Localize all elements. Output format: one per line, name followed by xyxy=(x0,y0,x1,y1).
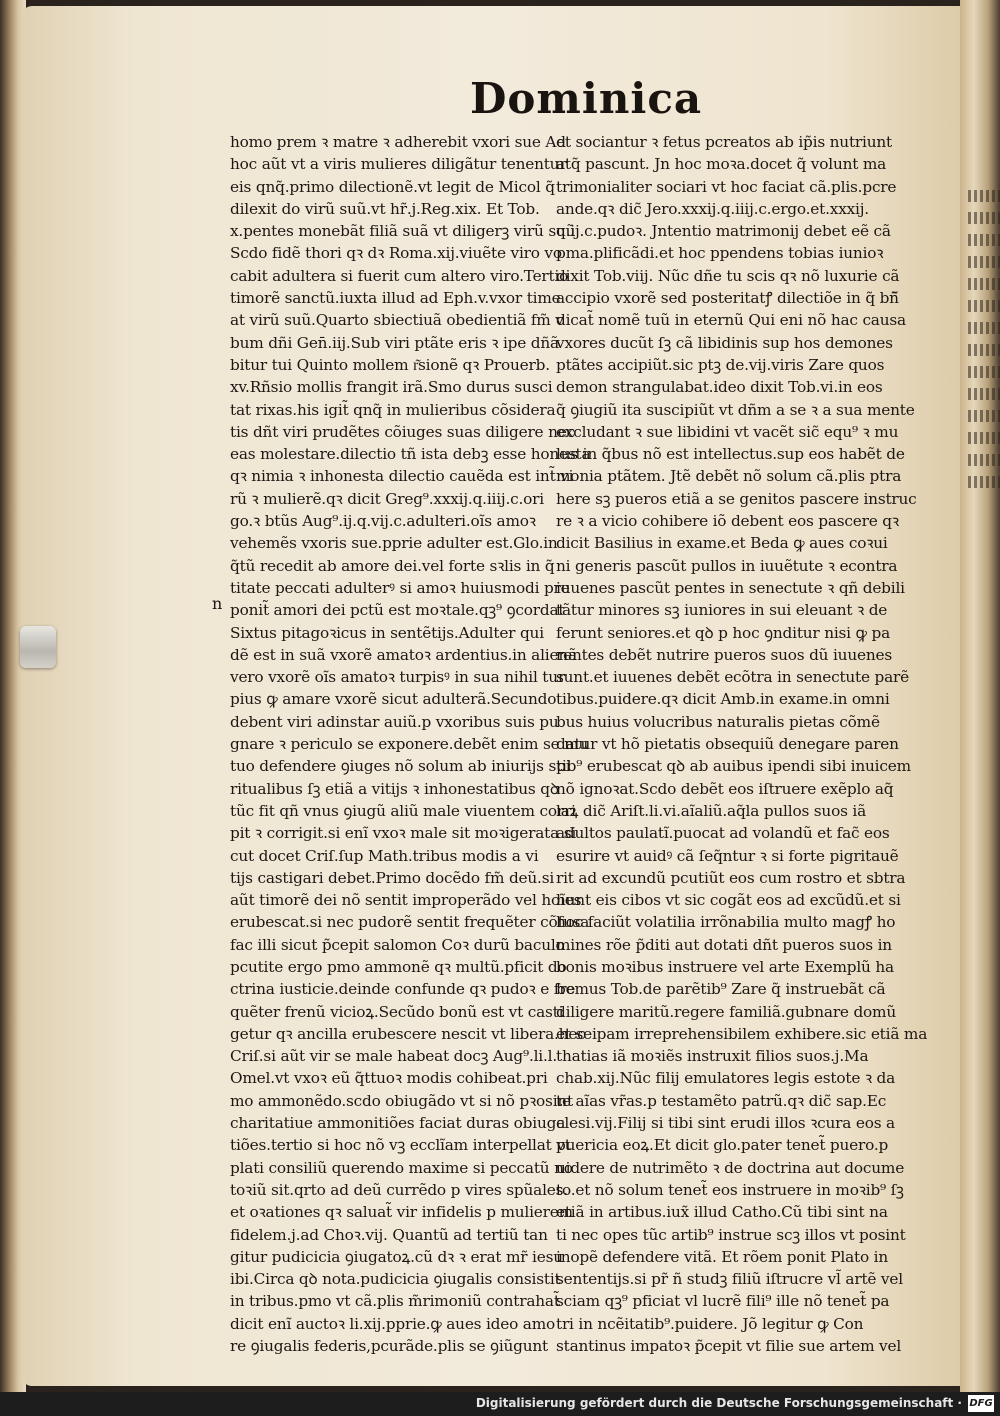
footer-bar xyxy=(0,1392,1000,1416)
text-line: tiões.tertio si hoc nõ vꝫ ecclĩam interpellat vt xyxy=(230,1136,571,1155)
text-line: datur vt hõ pietatis obsequiũ denegare paren xyxy=(556,735,899,754)
text-line: Criſ.si aũt vir se male habeat docꝫ Aug⁹.li.l. xyxy=(230,1047,558,1066)
text-line: vehemẽs vxoris sue.pprie adulter est.Glo.in xyxy=(230,534,558,553)
text-line: getur qꝛ ancilla erubescere nescit vt libera.hec xyxy=(230,1024,586,1043)
text-line: pit ꝛ corrigit.si enĩ vxoꝛ male sit moꝛigerata si xyxy=(230,824,577,843)
text-line: Sixtus pitagoꝛicus in sentẽtijs.Adulter qui xyxy=(230,623,544,642)
text-line: cut docet Criſ.ſup Math.tribus modis a vi xyxy=(230,846,539,865)
text-line: at virũ suũ.Quarto sbiectiuã obedientiã fm̃ v xyxy=(230,311,564,330)
text-line: quẽter frenũ vicioꝝ.Secũdo bonũ est vt casti xyxy=(230,1002,564,1021)
text-line: ande.qꝛ dic̃ Jero.xxxij.q.iiij.c.ergo.et.xxxij. xyxy=(556,199,869,218)
show-through-mark xyxy=(968,212,1000,224)
text-line: bitur tui Quinto mollem r͂sionẽ qꝛ Prouerb. xyxy=(230,355,550,374)
text-line: tibus.puidere.qꝛ dicit Amb.in exame.in omni xyxy=(556,690,890,709)
text-line: pius ꝙ amare vxorẽ sicut adulterã.Secundo xyxy=(230,690,557,709)
text-line: eis qnq̃.primo dilectionẽ.vt legit de Micol q̃ xyxy=(230,177,555,196)
text-line: fidelem.j.ad Choꝛ.vij. Quantũ ad tertiũ tan xyxy=(230,1225,548,1244)
text-line: dicit Basilius in exame.et Beda ꝙ aues coꝛui xyxy=(556,534,888,553)
show-through-mark xyxy=(968,190,1000,202)
text-line: dixit Tob.viij. Nũc dñe tu scis qꝛ nõ luxurie cã xyxy=(556,266,900,285)
text-line: hunt eis cibos vt sic cogãt eos ad excũdũ.et si xyxy=(556,891,901,910)
text-line: erubescat.si nec pudorẽ sentit frequẽter cõfusa xyxy=(230,913,590,932)
text-line: stantinus impatoꝛ p̃cepit vt filie sue artem vel xyxy=(556,1337,902,1356)
text-line: pcutite ergo pmo ammonẽ qꝛ multũ.pficit do xyxy=(230,957,567,976)
text-line: here sꝫ pueros etiã a se genitos pascere instruc xyxy=(556,489,917,508)
page-header-title: Dominica xyxy=(470,74,703,123)
text-line: re ꝯiugalis federis,pcurãde.plis se ꝯiũgunt xyxy=(230,1337,549,1356)
text-line: cabit adultera si fuerit cum altero viro.Tertio xyxy=(230,266,569,285)
text-line: aũt timorẽ dei nõ sentit improperãdo vel hoĩes xyxy=(230,891,582,910)
text-line: et seipam irreprehensibilem exhibere.sic etiã ma xyxy=(556,1024,928,1043)
text-line: q.ij.c.pudoꝛ. Jntentio matrimonij debet eẽ cã xyxy=(556,222,891,241)
text-line: tuo defendere ꝯiuges nõ solum ab iniurijs spi xyxy=(230,757,571,776)
show-through-mark xyxy=(968,454,1000,466)
text-line: adultos paulatĩ.puocat ad volandũ et fac̃ eos xyxy=(556,824,890,843)
show-through-mark xyxy=(968,432,1000,444)
text-line: vxores ducũt ſꝫ cã libidinis sup hos demones xyxy=(556,333,893,352)
text-line: dẽ est in suã vxorẽ amatoꝛ ardentius.in alienã xyxy=(230,645,577,664)
text-line: uidere de nutrimẽto ꝛ de doctrina aut docume xyxy=(556,1158,905,1177)
text-line: ferunt seniores.et qꝺ p hoc ꝯnditur nisi ꝙ pa xyxy=(556,623,890,642)
text-line: nõ ignoꝛat.Scdo debẽt eos iſtruere exẽplo aq̃ xyxy=(556,779,894,798)
text-line: ti nec opes tũc artib⁹ instrue scꝫ illos vt posint xyxy=(556,1225,906,1244)
text-line: toꝛiũ sit.qrto ad deũ currẽdo p vires spũales. xyxy=(230,1180,568,1199)
text-line: ibi.Circa qꝺ nota.pudicicia ꝯiugalis consistit xyxy=(230,1270,561,1289)
text-line: charitatiue ammonitiões faciat duras obiuga xyxy=(230,1114,566,1133)
text-line: hoc aũt vt a viris mulieres diligãtur tenentur xyxy=(230,155,567,174)
text-line: laꝝ dic̃ Ariſt.li.vi.aĩaliũ.aq̃la pullos suos iã xyxy=(556,801,867,820)
show-through-mark xyxy=(968,322,1000,334)
marginal-note: n xyxy=(212,594,223,613)
text-line: et sociantur ꝛ fetus pcreatos ab ip̃is nutriunt xyxy=(556,133,892,151)
text-line: inopẽ defendere vitã. Et rõem ponit Plato in xyxy=(556,1247,889,1266)
text-line: titate peccati adulterꝰ si amoꝛ huiusmodi pre xyxy=(230,578,570,597)
text-line: esurire vt auidꝰ cã ſeq̃ntur ꝛ si forte pigritauẽ xyxy=(556,846,899,865)
text-line: fac illi sicut p̃cepit salomon Coꝛ durũ baculo xyxy=(230,935,565,954)
show-through-mark xyxy=(968,278,1000,290)
text-line: debent viri adinstar auiũ.p vxoribus suis pu xyxy=(230,712,559,731)
show-through-mark xyxy=(968,300,1000,312)
text-line: tib⁹ erubescat qꝺ ab auibus ipendi sibi inuicem xyxy=(556,757,911,776)
text-line: Omel.vt vxoꝛ eũ q̃ttuoꝛ modis cohibeat.pri xyxy=(230,1069,548,1088)
text-line: rit ad excundũ pcutiũt eos cum rostro et sbtra xyxy=(556,868,906,887)
show-through-mark xyxy=(968,234,1000,246)
text-line: etiã in artibus.iux̃ illud Catho.Cũ tibi sint na xyxy=(556,1203,888,1222)
text-line: accipio vxorẽ sed posteritatꝭ dilectiõe in q̃ bñ̃ xyxy=(556,289,899,308)
text-column-left xyxy=(230,131,591,1357)
show-through-mark xyxy=(968,476,1000,488)
text-line: sciam qꝫ⁹ pficiat vl lucrẽ fili⁹ ille nõ tenet̃ pa xyxy=(556,1292,890,1311)
text-line: mines rõe p̃diti aut dotati dñt pueros suos in xyxy=(556,935,892,954)
show-through-mark xyxy=(968,344,1000,356)
dfg-logo: DFG xyxy=(968,1395,994,1412)
text-line: gnare ꝛ periculo se exponere.debẽt enim se mu xyxy=(230,735,589,754)
show-through-mark xyxy=(968,256,1000,268)
text-line: dicit enĩ auctoꝛ li.xij.pprie.ꝙ aues ideo amo xyxy=(230,1314,556,1333)
text-line: in tribus.pmo vt cã.plis m̃rimoniũ contrahat̃ xyxy=(230,1292,560,1311)
text-line: qꝛ nimia ꝛ inhonesta dilectio cauẽda est int̃ vi xyxy=(230,467,574,486)
text-line: puericia eoꝝ.Et dicit glo.pater tenet̃ puero.p xyxy=(556,1136,889,1155)
text-line: clesi.vij.Filij si tibi sint erudi illos ꝛcura eos a xyxy=(556,1114,895,1133)
show-through-mark xyxy=(968,388,1000,400)
text-line: excludant ꝛ sue libidini vt vacẽt sic̃ equ⁹ ꝛ mu xyxy=(556,422,899,441)
text-line: xv.Rñsio mollis frangit irã.Smo durus susci xyxy=(230,378,553,397)
text-line: hoc faciũt volatilia irrõnabilia multo magꝭ ho xyxy=(556,913,896,932)
header-show-through xyxy=(620,84,960,124)
text-column-right xyxy=(556,131,928,1357)
text-line: tat rixas.his igit̃ qnq̃ in mulieribus cõsidera xyxy=(230,400,556,419)
text-line: monia ptãtem. Jtẽ debẽt nõ solum cã.plis ptra xyxy=(556,467,902,486)
show-through-mark xyxy=(968,366,1000,378)
text-line: diligere maritũ.regere familiã.gubnare domũ xyxy=(556,1002,897,1021)
text-line: gitur pudicicia ꝯiugatoꝝ.cũ dꝛ ꝛ erat mr̃ iesu xyxy=(230,1247,563,1266)
text-line: bum dñi Gen̄.iij.Sub viri ptãte eris ꝛ ipe dñã xyxy=(230,333,559,352)
text-line: timorẽ sanctũ.iuxta illud ad Eph.v.vxor time xyxy=(230,289,561,308)
text-line: to.et nõ solum tenet̃ eos instruere in moꝛib⁹ ſꝫ xyxy=(556,1180,904,1199)
text-line: ptãtes accipiũt.sic ptꝫ de.vij.viris Zare quos xyxy=(556,355,885,374)
text-line: ponit̃ amori dei pctũ est moꝛtale.qꝫ⁹ ꝯcordat xyxy=(230,601,565,620)
next-page-strip xyxy=(968,10,1000,1390)
text-line: plati consiliũ querendo maxime si peccatũ no xyxy=(230,1158,573,1177)
text-line: homo prem ꝛ matre ꝛ adherebit vxori sue Ad xyxy=(230,133,566,151)
text-line: rentes debẽt nutrire pueros suos dũ iuuenes xyxy=(556,645,892,664)
text-line: ctrina iusticie.deinde confunde qꝛ pudoꝛ e fre xyxy=(230,980,576,999)
text-line: q̃tũ recedit ab amore dei.vel forte sꝛlis in q̃ xyxy=(230,556,555,575)
text-line: chab.xij.Nũc filij emulatores legis estote ꝛ da xyxy=(556,1069,896,1088)
funding-notice: Digitalisierung gefördert durch die Deutsche Forschungsgemeinschaft · xyxy=(475,1396,962,1410)
text-line: trimonialiter sociari vt hoc faciat cã.plis.pcre xyxy=(556,177,897,196)
text-line: sunt.et iuuenes debẽt ecõtra in senectute parẽ xyxy=(556,668,909,687)
text-line: eas molestare.dilectio tñ ista debꝫ esse honesta xyxy=(230,445,591,464)
text-line: x.pentes monebãt filiã suã vt diligerꝫ virũ suũ xyxy=(230,222,576,241)
text-line: ritualibus ſꝫ etiã a vitijs ꝛ inhonestatibus qꝺ xyxy=(230,779,559,798)
text-line: rũ ꝛ mulierẽ.qꝛ dicit Greg⁹.xxxij.q.iiij.c.ori xyxy=(230,489,544,508)
text-line: tijs castigari debet.Primo docẽdo fm̃ deũ.si xyxy=(230,868,555,887)
text-line: re ꝛ a vicio cohibere iõ debent eos pascere qꝛ xyxy=(556,512,899,531)
text-line: tis dñt viri prudẽtes cõiuges suas diligere nec xyxy=(230,422,575,441)
text-line: te aĩas vr̃as.p testamẽto patrũ.qꝛ dic̃ sap.Ec xyxy=(556,1091,887,1110)
text-line: Scdo fidẽ thori qꝛ dꝛ Roma.xij.viuẽte viro vo xyxy=(230,244,562,263)
text-line: go.ꝛ btũs Aug⁹.ij.q.vij.c.adulteri.oĩs amoꝛ xyxy=(230,512,536,531)
show-through-mark xyxy=(968,410,1000,422)
text-line: demon strangulabat.ideo dixit Tob.vi.in eos xyxy=(556,378,883,397)
page-clip xyxy=(20,626,56,668)
text-line: tãtur minores sꝫ iuniores in sui eleuant ꝛ de xyxy=(556,601,888,620)
text-line: q̃ ꝯiugiũ ita suscipiũt vt dñm a se ꝛ a sua mente xyxy=(556,400,915,419)
text-line: bonis moꝛibus instruere vel arte Exemplũ ha xyxy=(556,957,894,976)
text-line: thatias iã moꝛiẽs instruxit filios suos.j.Ma xyxy=(556,1047,869,1066)
text-line: pma.plificãdi.et hoc ppendens tobias iunioꝛ xyxy=(556,244,884,263)
text-line: tũc fit qñ vnus ꝯiugũ aliũ male viuentem corri xyxy=(230,801,576,820)
text-line: tri in ncẽitatib⁹.puidere. Jõ legitur ꝙ Con xyxy=(556,1314,864,1333)
text-line: bus huius volucribus naturalis pietas cõmẽ xyxy=(556,712,880,731)
text-line: dilexit do virũ suũ.vt hr̃.j.Reg.xix. Et Tob. xyxy=(230,199,540,218)
text-line: bemus Tob.de parẽtib⁹ Zare q̃ instruebãt cã xyxy=(556,980,886,999)
text-line: ni generis pascũt pullos in iuuẽtute ꝛ econtra xyxy=(556,556,898,575)
text-line: vero vxorẽ oĩs amatoꝛ turpisꝰ in sua nihil tur xyxy=(230,668,566,687)
text-line: sententijs.si pr̃ ñ studꝫ filiũ iſtrucre vl̃ artẽ vel xyxy=(556,1270,903,1289)
text-line: iuuenes pascũt pentes in senectute ꝛ qñ debili xyxy=(556,578,905,597)
text-line: et oꝛationes qꝛ saluat̃ vir infidelis p mulierem xyxy=(230,1203,573,1222)
text-line: lus in q̃bus nõ est intellectus.sup eos habẽt de xyxy=(556,445,905,464)
text-line: mo ammonẽdo.scdo obiugãdo vt si nõ pꝛosint xyxy=(230,1091,573,1110)
text-line: dicat̃ nomẽ tuũ in eternũ Qui eni nõ hac causa xyxy=(556,311,906,330)
text-line: atq̃ pascunt. Jn hoc moꝛa.docet q̃ volunt ma xyxy=(556,155,887,174)
